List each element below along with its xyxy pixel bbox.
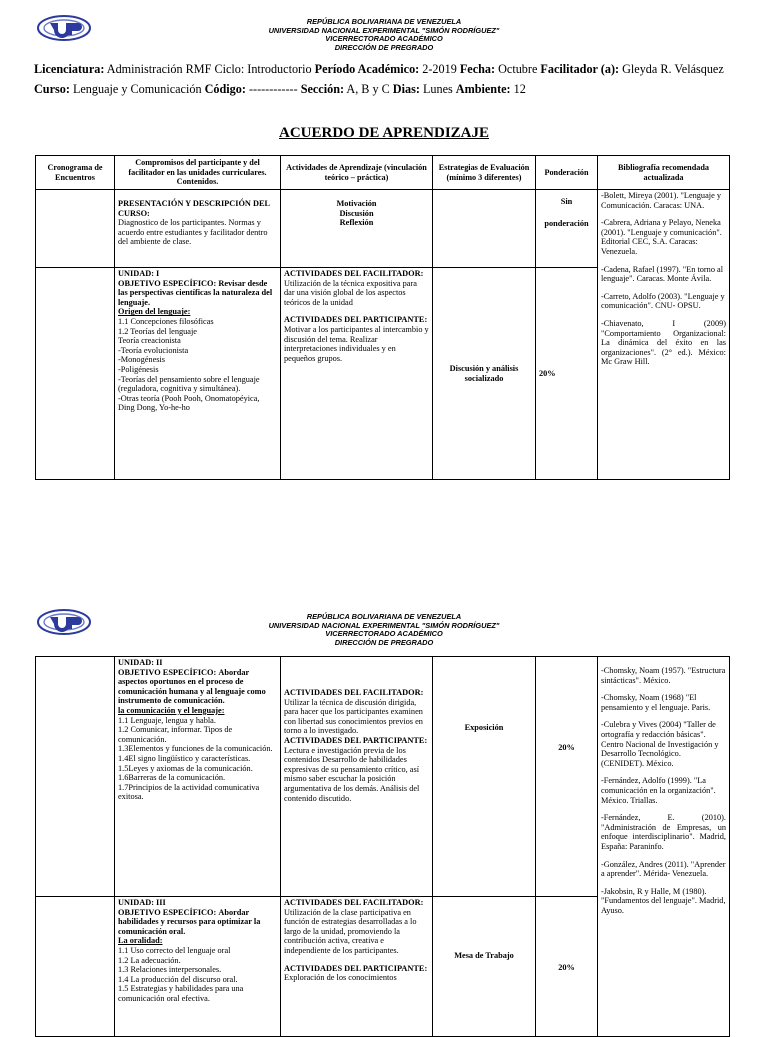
dias-label: Dias: [392,82,420,96]
evaluacion-cell: Mesa de Trabajo [433,897,536,1037]
bibliography-entry: -Jakobsin, R y Halle, M (1980). "Fundamentos del lenguaje". Madrid, Ayuso. [601,886,726,915]
content-item: 1.2 Teorías del lenguaje [118,326,197,336]
page-2 [0,600,768,1024]
content-item: -Teoría evolucionista [118,345,189,355]
bibliography-entry: -Chiavenato, I (2009) "Comportamiento Organizacional: La dinámica del éxito en las organizaciones". (2° ed.). México: Mc Graw Hill. [601,318,726,367]
bibliography-entry: -Bolett, Mireya (2001). "Lenguaje y Comunicación. Caracas: UNA. [601,191,721,210]
cronograma-cell [36,190,115,268]
objective-text: Abordar aspectos oportunos en el proceso de comunicación humana y al lenguaje como instrumento de comunicación. [118,667,266,706]
periodo-value: 2-2019 [422,62,457,76]
topic-heading: Origen del lenguaje: [118,307,191,317]
bibliography-entry: -Cadena, Rafael (1997). "En torno al lenguaje". Caracas. Monte Ávila. [601,264,724,284]
column-header: Actividades de Aprendizaje (vinculación teórico – práctica) [281,156,433,190]
facilitador-value: Gleyda R. Velásquez [622,62,724,76]
fecha-value: Octubre [498,62,538,76]
objective-label: OBJETIVO ESPECÍFICO: [118,278,217,288]
bibliography-entry: -Chomsky, Noam (1968) "El pensamiento y el lenguaje. Paris. [601,693,711,712]
content-item: 1.1 Concepciones filosóficas [118,316,214,326]
column-header: Ponderación [536,156,598,190]
content-item: 1.4El signo lingüístico y características. [118,753,251,763]
facilitador-label: Facilitador (a): [540,62,620,76]
actividades-cell [281,268,433,480]
licenciatura-value: Administración RMF Ciclo: Introductorio [106,62,312,76]
dias-value: Lunes [422,82,453,96]
ponderacion-cell: 20% [536,897,598,1037]
bibliography-entry: -Fernández, Adolfo (1999). "La comunicación en la organización". México. Triallas. [601,776,716,805]
compromisos-cell [115,897,281,1037]
compromisos-cell [115,657,281,897]
curso-label: Curso: [34,82,70,96]
bibliografia-cell [598,190,730,480]
curso-value: Lenguaje y Comunicación [72,82,202,96]
facilitator-label: ACTIVIDADES DEL FACILITADOR: [284,688,424,697]
content-item: 1.1 Uso correcto del lenguaje oral [118,945,231,955]
seccion-value: A, B y C [346,82,390,96]
bibliography-entry: -Carreto, Adolfo (2003). "Lenguaje y comunicación". CNU- OPSU. [601,291,725,311]
ponderacion-cell: Sin ponderación [536,190,598,268]
participant-text: Motivar a los participantes al intercambio y discusión del tema. Realizar interpretaciones individuales y en pequeños grupos. [284,324,429,363]
unit-title: UNIDAD: I [118,269,160,278]
bibliografia-cell [598,657,730,1037]
content-item: 1.6Barreras de la comunicación. [118,773,226,783]
objective-label: OBJETIVO ESPECÍFICO: [118,667,217,677]
bibliography-entry: -Chomsky, Noam (1957). "Estructura sintácticas". México. [601,666,726,685]
institution-header [0,18,768,52]
objective-label: OBJETIVO ESPECÍFICO: [118,907,217,917]
header-line-1: REPÚBLICA BOLIVARIANA DE VENEZUELA [306,17,462,26]
column-header: Compromisos del participante y del facilitador en las unidades curriculares. Contenidos. [115,156,281,190]
table-row [36,657,730,897]
facilitator-text: Utilización de la clase participativa en función de estrategias desarrolladas a lo largo de la unidad, promoviendo la contribución activa, creativa e independiente de los participantes. [284,907,417,955]
periodo-label: Período Académico: [314,62,420,76]
ambiente-label: Ambiente: [455,82,511,96]
participant-text: Lectura e investigación previa de los contenidos Desarrollo de habilidades expresivas de su pensamiento crítico, así mismo saber escuchar la posición argumentativa de los demás. Análisis del contenido discutido. [284,745,420,803]
bibliography-entry: -Cabrera, Adriana y Pelayo, Neneka (2001). "Lenguaje y comunicación". Editorial CEC, S.A. Caracas: Venezuela. [601,218,722,256]
participant-label: ACTIVIDADES DEL PARTICIPANTE: [284,735,428,745]
content-item: 1.2 Comunicar, informar. Tipos de comunicación. [118,725,233,744]
table-header-row [36,156,730,190]
column-header: Estrategias de Evaluación (mínimo 3 diferentes) [433,156,536,190]
cronograma-cell [36,268,115,480]
bibliography-entry: -Culebra y Vives (2004) "Taller de ortografía y redacción básicas". Centro Nacional de Investigación y Desarrollo Tecnológico. (CENIDET). México. [601,720,719,768]
header-line-2: UNIVERSIDAD NACIONAL EXPERIMENTAL "SIMÓN RODRÍGUEZ" [268,25,500,35]
actividades-cell [281,897,433,1037]
bibliography-entry: -Fernández, E. (2010). "Administración de Empresas, un enfoque interdisciplinario". Madrid, España: Paraninfo. [601,813,726,851]
objective-text: Revisar desde las perspectivas científicas la naturaleza del lenguaje. [118,278,273,307]
content-item: 1.7Principios de la actividad comunicativa exitosa. [118,782,260,802]
presentacion-title: PRESENTACIÓN Y DESCRIPCIÓN DEL CURSO: [118,199,270,218]
actividades-cell [281,190,433,268]
codigo-label: Código: [204,82,246,96]
content-item: 1.3Elementos y funciones de la comunicación. [118,744,273,754]
content-item: -Otras teoría (Pooh Pooh, Onomatopéyica, Ding Dong, Yo-he-ho [118,393,260,413]
seccion-label: Sección: [300,82,345,96]
cronograma-cell [36,657,115,897]
unit-title: UNIDAD: III [118,898,166,907]
content-item: 1.1 Lenguaje, lengua y habla. [118,715,216,725]
activity-item: Reflexión [339,218,374,228]
page-1 [0,0,768,495]
content-item: Teoría creacionista [118,336,181,346]
codigo-value: ------------ [248,82,298,96]
content-item: 1.2 La adecuación. [118,955,181,965]
activity-item: Discusión [339,208,374,218]
header-line-1: REPÚBLICA BOLIVARIANA DE VENEZUELA [306,612,462,621]
compromisos-cell [115,190,281,268]
content-item: -Monogénesis [118,355,166,365]
header-line-3: VICERRECTORADO ACADÉMICO [325,629,443,638]
content-item: 1.4 La producción del discurso oral. [118,974,238,984]
compromisos-cell [115,268,281,480]
document-title: ACUERDO DE APRENDIZAJE [278,125,490,141]
column-header: Cronograma de Encuentros [36,156,115,190]
topic-heading: La oralidad: [118,936,163,946]
header-line-3: VICERRECTORADO ACADÉMICO [325,34,443,43]
content-item: -Teorías del pensamiento sobre el lenguaje (reguladora, cognitiva y simultánea). [118,374,260,394]
content-item: 1.5 Estrategias y habilidades para una comunicación oral efectiva. [118,984,244,1003]
participant-text: Exploración de los conocimientos [284,973,397,983]
ponderacion-cell: 20% [536,268,598,480]
facilitator-text: Utilizar la técnica de discusión dirigida, para hacer que los participantes examinen con libertad sus conocimientos previos en torno a lo investigado. [284,697,423,736]
evaluacion-cell: Exposición [433,657,536,897]
course-info-line-1 [34,62,724,77]
learning-agreement-table-continued [35,656,730,1037]
unit-title: UNIDAD: II [118,658,163,667]
evaluacion-cell [433,190,536,268]
objective-text: Abordar habilidades y recursos para optimizar la comunicación oral. [118,907,261,936]
activity-item: Motivación [336,199,377,208]
actividades-cell [281,657,433,897]
licenciatura-label: Licenciatura: [34,62,105,76]
institution-header [0,613,768,647]
evaluacion-cell: Discusión y análisis socializado [433,268,536,480]
header-line-4: DIRECCIÓN DE PREGRADO [334,637,434,647]
learning-agreement-table [35,155,730,480]
presentacion-text: Diagnostico de los participantes. Normas y acuerdo entre estudiantes y facilitador dentro del ambiente de clase. [118,218,268,247]
ambiente-value: 12 [513,82,526,96]
header-line-2: UNIVERSIDAD NACIONAL EXPERIMENTAL "SIMÓN RODRÍGUEZ" [268,620,500,630]
header-line-4: DIRECCIÓN DE PREGRADO [334,42,434,52]
content-item: -Poligénesis [118,364,159,374]
participant-label: ACTIVIDADES DEL PARTICIPANTE: [284,963,428,973]
table-row [36,190,730,268]
facilitator-label: ACTIVIDADES DEL FACILITADOR: [284,898,424,907]
ponderacion-cell: 20% [536,657,598,897]
participant-label: ACTIVIDADES DEL PARTICIPANTE: [284,315,428,325]
fecha-label: Fecha: [459,62,496,76]
bibliography-entry: -González, Andres (2011). "Aprender a aprender". Mérida- Venezuela. [601,859,726,879]
content-item: 1.3 Relaciones interpersonales. [118,965,222,975]
content-item: 1.5Leyes y axiomas de la comunicación. [118,763,253,773]
facilitator-text: Utilización de la técnica expositiva para dar una visión global de los aspectos teóricos de la unidad [284,278,417,307]
column-header: Bibliografía recomendada actualizada [598,156,730,190]
facilitator-label: ACTIVIDADES DEL FACILITADOR: [284,269,424,278]
topic-heading: la comunicación y el lenguaje: [118,705,225,715]
cronograma-cell [36,897,115,1037]
course-info-line-2 [34,82,526,97]
